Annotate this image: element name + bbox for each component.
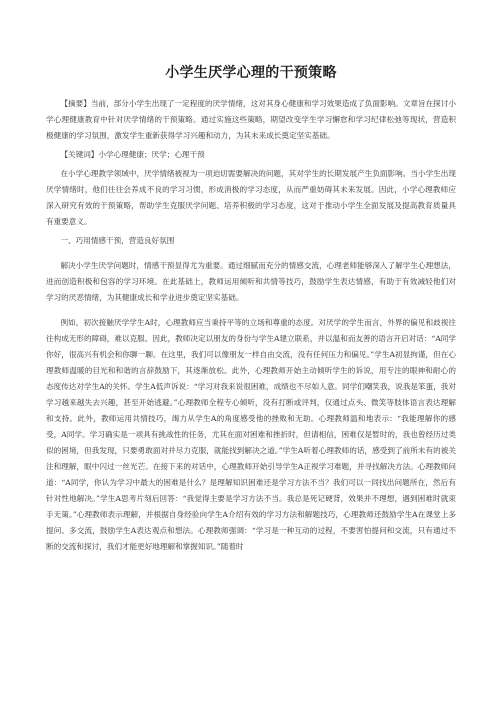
keywords-line: 【关键词】小学心理健康；厌学；心理干预 bbox=[60, 150, 205, 159]
document-title: 小学生厌学心理的干预策略 bbox=[165, 65, 337, 81]
section-heading: 一、巧用情感干预，营造良好氛围 bbox=[60, 236, 175, 245]
section-paragraph-2: 例如，初次接触厌学学生A时，心理教师应当秉持平等的立场和尊重的态度。对厌学的学生而言，外界的偏见和歧视往往构成无形的障碍，难以克服。因此，教师决定以朋友的身份与学生A建立联系，并以温和而友善的语言开启对话：“A同学你好，很高兴有机会和你聊一聊。在这里，我们可以像朋友一样自由交流，没有任何压力和偏见。”学生A初显拘谨，但在心理教师温暖的目光和和谐的言辞鼓励下，其逐渐放松。此外，心理教师开始主动倾听学生的诉说，用专注的眼神和耐心的态度传达对学生A的关怀。学生A低声诉说：“学习对我来说很困难，成绩也不尽如人意。同学们嘲笑我，说我是笨蛋，我对学习越来越失去兴趣，甚至开始逃避。”心理教师全程专心倾听，没有打断或评判，仅通过点头、微笑等肢体语言表达理解和支持。此外，教师运用共情技巧，竭力从学生A的角度感受他的挫败和无助。心理教师温和地表示：“我能理解你的感受，A同学。学习确实是一项具有挑战性的任务，尤其在面对困难和挫折时，但请相信，困难仅是暂时的，我也曾经历过类似的困境，但我发现，只要勇敢面对并尽力克服，就能找到解决之道。”学生A听着心理教师的话，感受到了前所未有的被关注和理解，眼中闪过一丝光芒。在接下来的对话中，心理教师开始引导学生A正视学习难题，并寻找解决方法。心理教师问道：“A同学，你认为学习中最大的困难是什么？是理解知识困难还是学习方法不当？我们可以一同找出问题所在，然后有针对性地解决。”学生A思考片刻后回答：“我觉得主要是学习方法不当。我总是死记硬背，效果并不理想，遇到困难时就束手无策。”心理教师表示理解，并根据自身经验向学生A介绍有效的学习方法和解题技巧，心理教师还鼓励学生A在课堂上多提问、多交流，鼓励学生A表达观点和想法。心理教师强调：“学习是一种互动的过程，不要害怕提问和交流，只有通过不断的交流和探讨，我们才能更好地理解和掌握知识。”随着时 bbox=[46, 318, 456, 551]
intro-paragraph: 在小学心理教学领域中，厌学情绪被视为一项迫切需要解决的问题，其对学生的长期发展产生负面影响。当小学生出现厌学情绪时，他们往往会养成不良的学习习惯，形成消极的学习态度，从而严重妨碍其未来发展。因此，小学心理教师应深入研究有效的干预策略，帮助学生克服厌学问题、培养积极的学习态度，这对于推动小学生全面发展及提高教育质量具有重要意义。 bbox=[46, 169, 456, 226]
abstract-paragraph: 【摘要】当前，部分小学生出现了一定程度的厌学情绪，这对其身心健康和学习效果造成了负面影响。文章旨在探讨小学心理健康教育中针对厌学情绪的干预策略。通过实施这些策略，期望改变学生学习懈怠和学习纪律松弛等现状，营造积极健康的学习氛围，激发学生重新获得学习兴趣和动力，为其未来成长奠定坚实基础。 bbox=[46, 99, 456, 140]
section-paragraph-1: 解决小学生厌学问题时，情感干预显得尤为重要。通过细腻而充分的情感交流，心理老师能够深入了解学生心理想法，进而创造积极和包容的学习环境。在此基础上，教师运用倾听和共情等技巧，鼓励学生表达情感，有助于有效减轻他们对学习的厌恶情绪，为其健康成长和学业进步奠定坚实基础。 bbox=[46, 261, 456, 302]
